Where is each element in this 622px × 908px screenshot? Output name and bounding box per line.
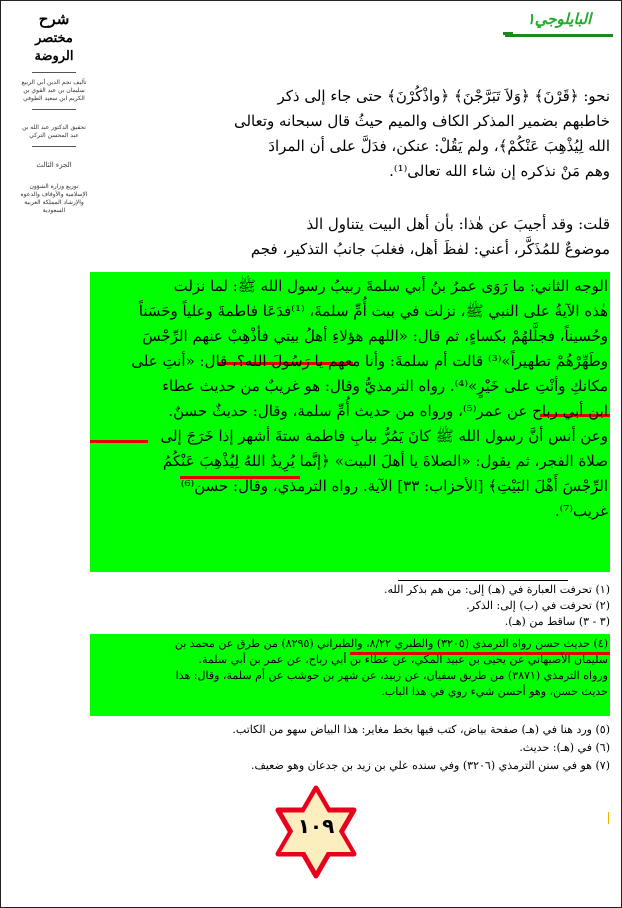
text-line: قلت: وقد أجيبَ عن هٰذا: بأن أهل البيت يتناول الذ (306, 215, 610, 233)
text-line: نحو: ﴿قَرْنَ﴾ ﴿وَلاَ تَبَرَّجْنَ﴾ ﴿واذْكُرْنَ﴾ حتى جاء إلى ذكر (277, 87, 610, 105)
watermark-dash (503, 32, 513, 35)
text-line: ابن أبي رباح عن عمر⁽⁵⁾، ورواه من حديث أُمِّ سلمة، وقال: حديثٌ حسنٌ. (168, 402, 608, 420)
text-line: مكانكِ وأنْتِ على خَيْرٍ»⁽⁴⁾. رواه الترمذيُّ وقال: هو غريبٌ من حديث عطاء (161, 377, 608, 395)
paragraph-intro (100, 84, 610, 184)
footnote-separator (398, 580, 568, 581)
text-line: وعن أنس أنَّ رسول الله ﷺ كانَ يَمُرُّ ببابِ فاطمة ستةَ أشهر إذا خَرَجَ إلى (160, 427, 608, 445)
footnote-line: (٤) حديث حسن رواه الترمذي (٣٢٠٥) والطبري ٨/٢٢، والطبراني (٨٢٩٥) من طرق عن محمد بن (174, 637, 608, 650)
text-line: الرِّجْسَ أَهْلَ البَيْتِ﴾ [الأحزاب: ٣٣] الآية. رواه الترمذي، وقال: حسن⁽⁶⁾ (180, 477, 608, 495)
cover-column (18, 8, 90, 258)
footnote-7: (٧) هو في سنن الترمذي (٣٢٠٦) وفي سنده علي بن زيد بن جدعان وهو ضعيف. (250, 759, 610, 772)
watermark-badge (505, 6, 613, 37)
text-line: هٰذه الآيةُ على النبي ﷺ، نزلت في بيت أُمِّ سلمةَ، ⁽¹⁾فدَعَا فاطمةَ وعلياً وحَسَناً (138, 302, 608, 320)
footnote-line: حديث حسن، وهو أحسن شيء روي في هذا الباب. (381, 685, 608, 698)
text-line: وهم مَنْ نذكره إن شاء الله تعالى⁽¹⁾. (389, 162, 610, 180)
paragraph-second-aspect (96, 274, 608, 524)
cover-rule (32, 146, 76, 147)
margin-tick (608, 812, 609, 824)
paragraph-answer (100, 212, 610, 262)
footnote-line: سليمان الأصبهاني عن يحيى بن عبيد المكي، عن عطاء بن أبي رباح، عن عمر بن أبي سلمة. (198, 653, 608, 666)
text-line: وطَهِّرْهُمْ تطهيراً»⁽³⁾ قالت أم سلمةَ: وأنا معهم يا رَسُولَ الله؟، قال: «أنتِ على (131, 352, 608, 370)
text-line: صلاة الفجر، ثم يقول: «الصلاةَ يا أهلَ البيت» ﴿إنَّما يُرِيدُ اللهُ لِيُذْهِبَ عَنْكُمُ (162, 452, 608, 470)
footnote-2: (٢) تحرفت في (ب) إلى: الذكر. (466, 599, 610, 612)
text-line: وحُسيناً، فجلَّلهُمْ بكساءٍ، ثم قال: «اللهم هؤلاءِ أهلُ بيتي فأذْهِبْ عنهم الرِّجْسَ (142, 327, 608, 345)
footnote-4 (94, 636, 608, 700)
cover-publisher: توزيع وزارة الشؤون الإسلامية والأوقاف والدعوة والإرشاد المملكة العربية السعودية (20, 183, 88, 214)
footnote-6: (٦) في (هـ): حديث. (519, 741, 610, 754)
text-line: الله لِيُذْهِبَ عَنْكُمْ﴾، ولم يَقُلْ: عنكن، فدَلَّ على أن المرادَ (268, 137, 610, 155)
cover-title-main: مختصر الروضة (34, 31, 74, 64)
cover-author: تأليف نجم الدين أبي الربيع سليمان بن عبد القوي بن الكريم ابن سعيد الطوفي (21, 79, 87, 102)
footnote-1: (١) تحرفت العبارة في (هـ) إلى: من هم بذكر الله. (383, 583, 610, 596)
page-number: ١٠٩ (297, 814, 335, 838)
cover-rule (32, 109, 76, 110)
watermark-text: البايلوجي١ (526, 10, 592, 28)
cover-title-top: شرح (38, 10, 70, 28)
footnote-3: (٣ - ٣) ساقط من (هـ). (504, 615, 610, 628)
text-line: الوجه الثاني: ما رَوَى عمرُ بنُ أبي سلمةَ ربيبُ رسول الله ﷺ: لما نزلت (173, 277, 608, 295)
cover-editor: تحقيق الدكتور عبد الله بن عبد المحسن التركي (22, 124, 86, 139)
text-line: غريب⁽⁷⁾. (554, 502, 608, 520)
cover-rule (32, 72, 76, 73)
page-number-badge (268, 784, 364, 880)
cover-part: الجزء الثالث (36, 161, 72, 169)
text-line: موضوعٌ للمُذَكَّر، أعني: لفظَ أهل، فغلبَ جانبُ التذكير، فجم (250, 240, 610, 258)
footnote-5: (٥) ورد هنا في (هـ) صفحة بياض، كتب فيها بخط مغاير: هذا البياض سهو من الكاتب. (232, 723, 610, 736)
footnote-line: ورواه الترمذي (٣٨٧١) من طريق سفيان، عن زبيد، عن شهر بن حوشب عن أم سلمة، وقال: هذا (175, 669, 608, 682)
text-line: خاطبهم بضمير المذكر الكاف والميم حيثُ قال سبحانه وتعالى (233, 112, 610, 130)
